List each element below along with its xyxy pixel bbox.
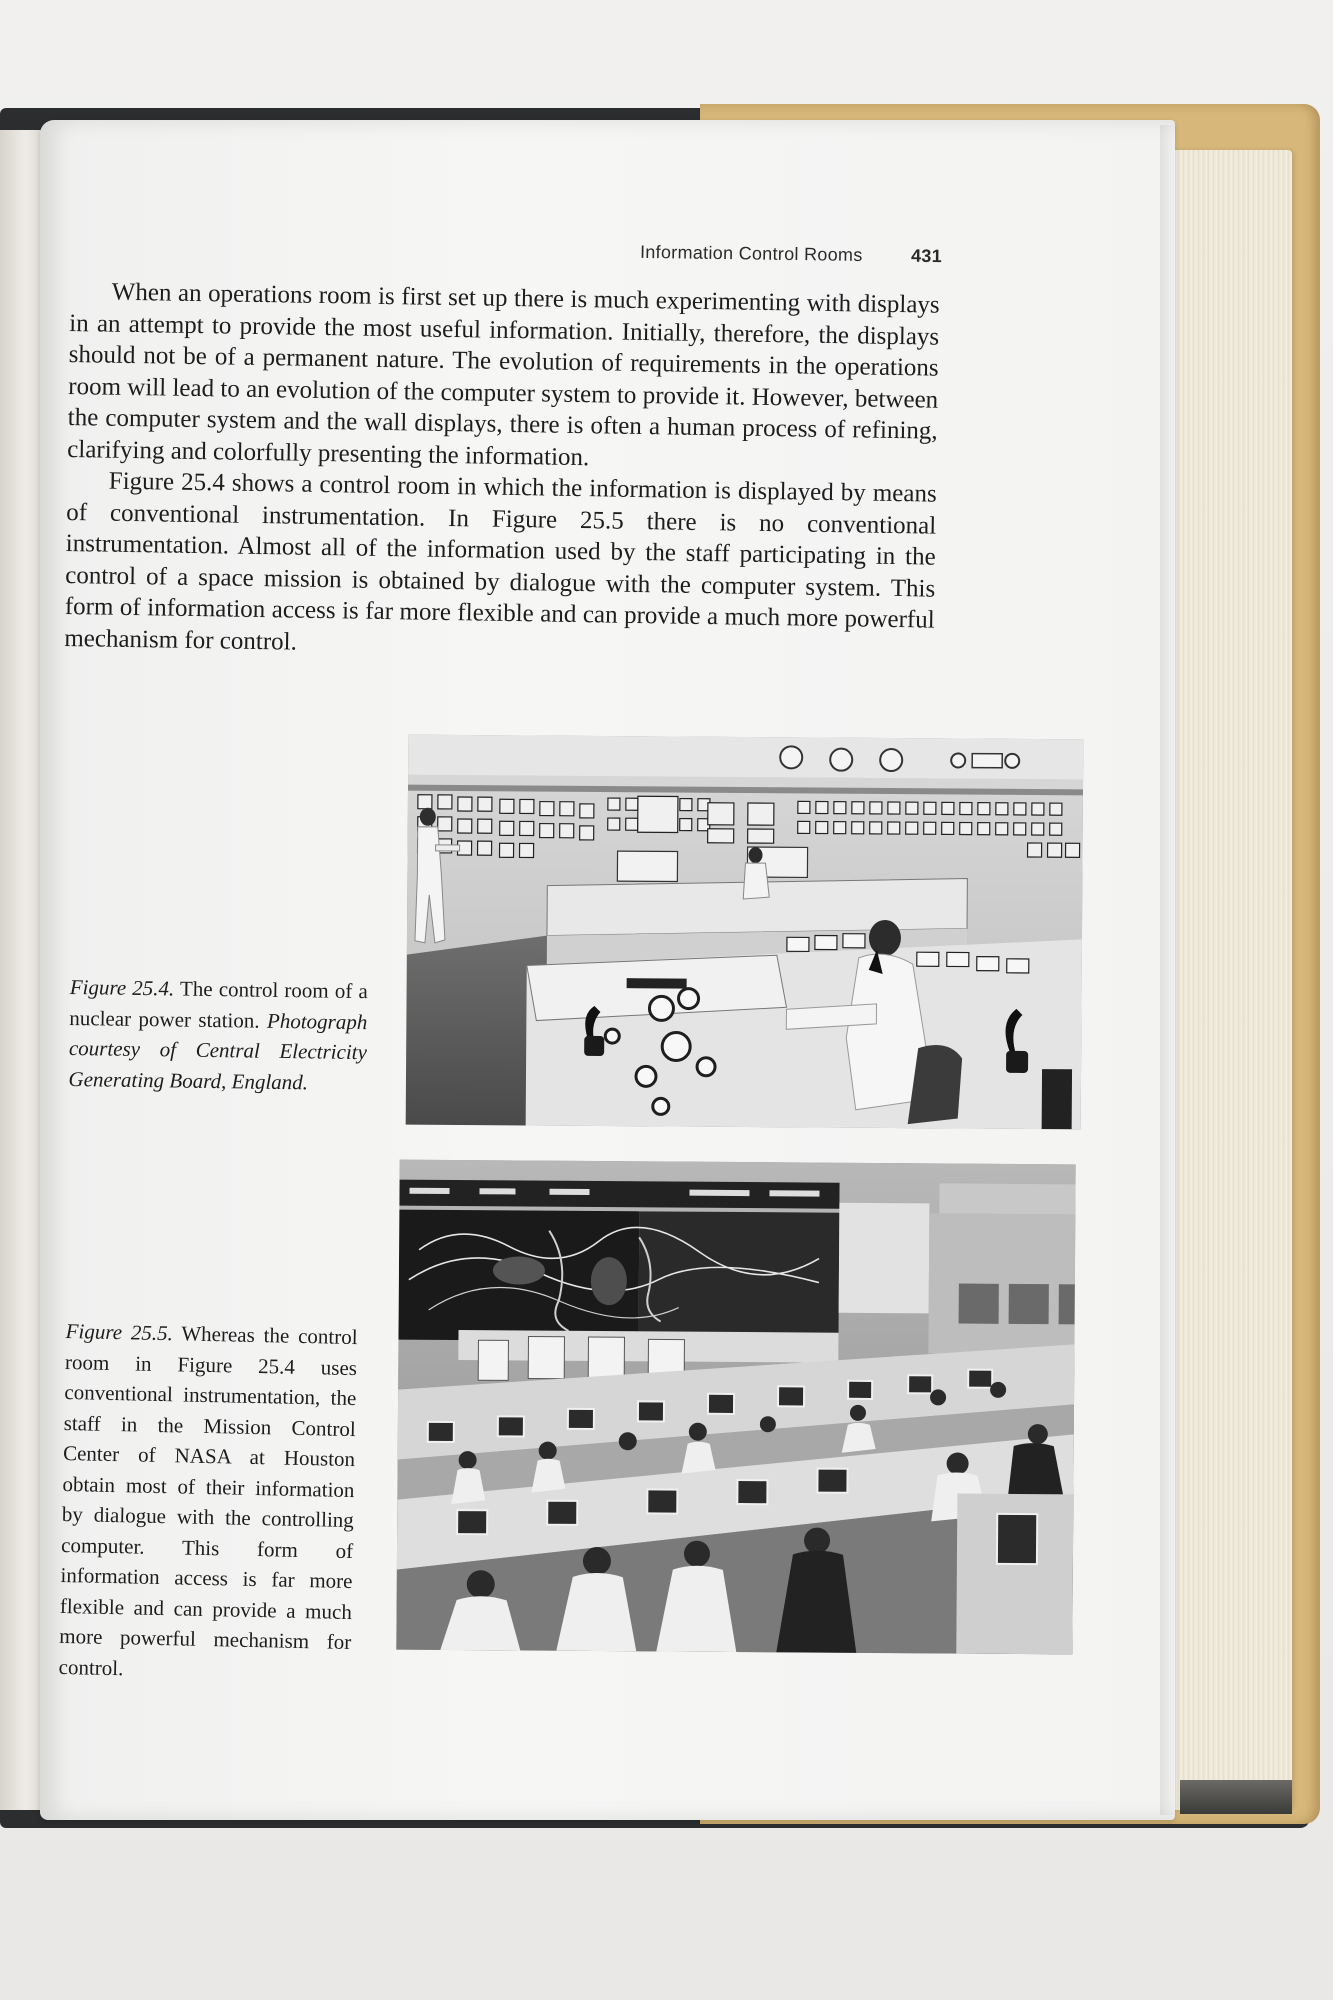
figure-25-5-caption [58,1316,358,1688]
figure-25-4-caption [68,972,368,1098]
running-header [640,242,942,267]
mission-control-image [396,1160,1075,1655]
caption-text: The control room of a nuclear power station. [69,976,368,1033]
body-paragraph: When an operations room is first set up there is much experimenting with displays in an attempt to provide the most useful information. Initially, therefore, the displays should not be of a permanent nature. The evolution of requirements in the operations room will lead to an evolution of the computer system to provide it. However, between the computer system and the wall displays, there is often a human process of refining, clarifying and colorfully presenting the information. [67,278,940,471]
figure-label: Figure 25.5. [65,1318,174,1346]
page-number: 431 [910,245,943,267]
caption-text: Whereas the control room in Figure 25.4 uses conventional instrumentation, the staff in the Mission Control Center of NASA at Houston obtain most of their information by dialogue with the controlling computer. This form of information access is far more flexible and can provide a much more powerful mechanism for control. [58,1321,358,1680]
photo-credit: Photograph courtesy of Central Electricity Generating Board, England. [68,1008,368,1094]
body-text [64,276,940,668]
page-stack-bottom [1180,1780,1292,1814]
body-paragraph: Figure 25.4 shows a control room in which the information is displayed by means of conventional instrumentation. In Figure 25.5 there is no conventional instrumentation. Almost all of the information used by the staff participating in the control of a space mission is obtained by dialogue with the computer system. This form of information access is far more flexible and can provide a much more powerful mechanism for control. [64,467,937,656]
running-title: Information Control Rooms [639,241,863,265]
page-stack-edge [1170,150,1292,1810]
figure-25-4-photo [406,735,1084,1130]
page-shadow [1160,125,1176,1815]
figure-label: Figure 25.4. [69,974,175,1001]
figure-25-5-photo [396,1160,1075,1655]
nuclear-control-room-image [406,735,1084,1130]
left-page-edge [0,130,43,1810]
